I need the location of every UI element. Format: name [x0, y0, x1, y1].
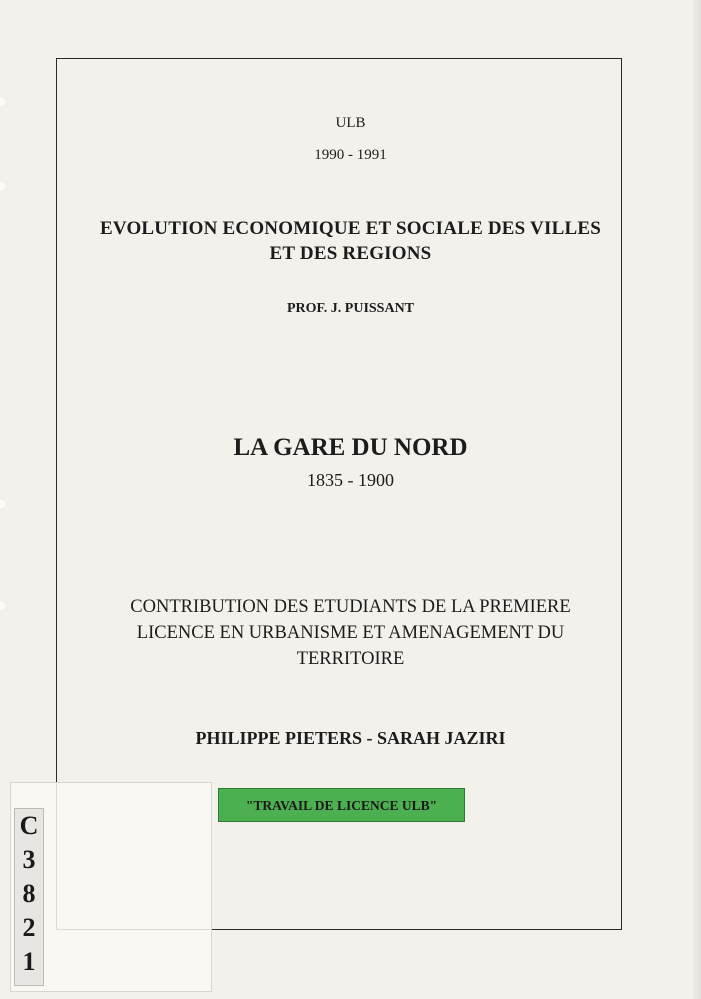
contribution-line-1: CONTRIBUTION DES ETUDIANTS DE LA PREMIERE: [130, 597, 571, 617]
punch-hole: [0, 96, 7, 108]
thesis-label: "TRAVAIL DE LICENCE ULB": [218, 788, 465, 822]
punch-hole: [0, 180, 7, 192]
shelfmark-char: 3: [22, 845, 36, 874]
academic-year: 1990 - 1991: [314, 147, 387, 163]
authors: PHILIPPE PIETERS - SARAH JAZIRI: [195, 728, 506, 748]
document-dates: 1835 - 1900: [307, 470, 394, 490]
institution: ULB: [335, 115, 366, 131]
shelfmark-char: 8: [22, 879, 36, 908]
shelfmark-char: 2: [22, 913, 36, 942]
professor: PROF. J. PUISSANT: [286, 301, 415, 316]
contribution-line-3: TERRITOIRE: [296, 649, 405, 669]
course-title-line-2: ET DES REGIONS: [269, 243, 432, 264]
punch-hole: [0, 498, 7, 510]
shelfmark-char: C: [19, 811, 39, 840]
shelfmark-char: 1: [22, 947, 36, 976]
course-title-line-1: EVOLUTION ECONOMIQUE ET SOCIALE DES VILLES: [100, 218, 601, 239]
shelfmark-strip: [14, 808, 44, 986]
contribution-line-2: LICENCE EN URBANISME ET AMENAGEMENT DU: [136, 623, 565, 643]
document-title: LA GARE DU NORD: [233, 434, 468, 461]
